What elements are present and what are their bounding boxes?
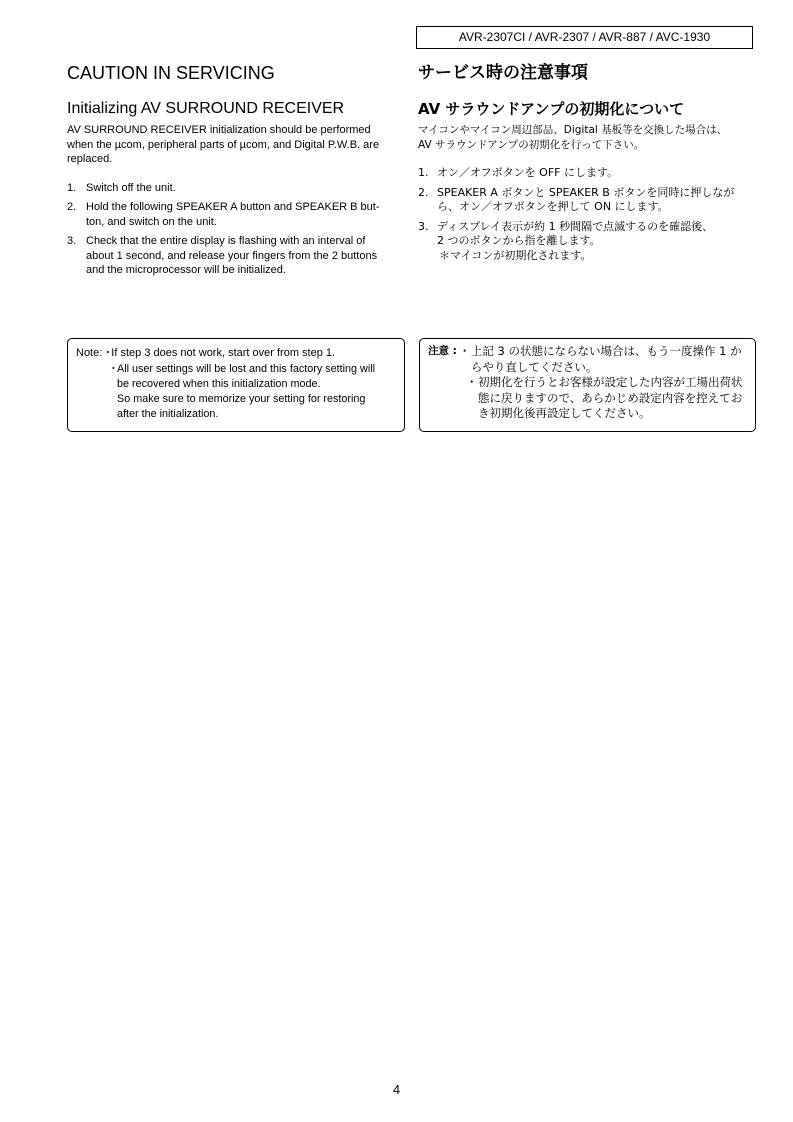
note-text: after the initialization. [117, 408, 219, 420]
english-note-box [67, 338, 405, 432]
note-item [108, 362, 396, 422]
note-text: If step 3 does not work, start over from step 1. [111, 347, 336, 359]
intro-line: when the µcom, peripheral parts of µcom, and Digital P.W.B. are [67, 138, 380, 151]
english-steps [67, 181, 405, 278]
step-text: 2 つのボタンから指を離します。 [437, 234, 601, 247]
intro-line: AV SURROUND RECEIVER initialization should be performed [67, 124, 371, 136]
note-text: らやり直してください。 [470, 359, 598, 374]
note-bullet: ・ [108, 363, 119, 375]
note-items [102, 346, 396, 361]
japanese-note-box [419, 338, 756, 432]
note-bullet: ・ [458, 344, 471, 358]
step-text: ディスプレイ表示が約 1 秒間隔で点滅するのを確認後、 [437, 219, 714, 233]
note-item [459, 344, 747, 375]
intro-line: AV サラウンドアンプの初期化を行って下さい。 [418, 138, 645, 151]
note-text: き初期化後再設定してください。 [478, 406, 651, 420]
page-number: 4 [392, 1082, 401, 1097]
note-text: be recovered when this initialization mode. [117, 378, 321, 390]
intro-line: replaced. [67, 153, 113, 165]
note-item [466, 375, 747, 422]
english-title: CAUTION IN SERVICING [67, 63, 275, 83]
english-intro [67, 123, 405, 167]
step-number: 1. [67, 181, 77, 194]
japanese-subtitle: AV サラウンドアンプの初期化について [418, 100, 685, 118]
note-items [457, 344, 747, 375]
note-label: 注意 : [428, 345, 457, 357]
step-item [418, 166, 756, 181]
english-column [67, 62, 405, 283]
japanese-intro [418, 123, 756, 152]
step-number: 2. [418, 185, 429, 199]
step-number: 3. [418, 219, 429, 233]
note-bullet: ・ [102, 347, 114, 359]
step-item [418, 220, 756, 264]
step-text: ＊マイコンが初期化されます。 [439, 248, 592, 262]
note-item [102, 346, 396, 361]
japanese-steps [418, 166, 756, 263]
japanese-column [418, 62, 756, 268]
step-text: Hold the following SPEAKER A button and SPEAKER B but- [86, 201, 380, 213]
note-bullet: ・ [466, 375, 478, 389]
step-text: Check that the entire display is flashing with an interval of [86, 235, 366, 247]
step-number: 3. [67, 235, 77, 247]
english-subtitle: Initializing AV SURROUND RECEIVER [67, 100, 345, 117]
note-text: 初期化を行うとお客様が設定した内容が工場出荷状 [478, 375, 743, 389]
note-text: 上記 3 の状態にならない場合は、もう一度操作 1 か [470, 344, 742, 358]
step-item [67, 200, 405, 229]
step-text: ら、オン／オフボタンを押して ON にします。 [437, 200, 669, 213]
step-text: about 1 second, and release your fingers from the 2 buttons [86, 249, 378, 262]
step-text: オン／オフボタンを OFF にします。 [437, 166, 619, 179]
step-text: and the microprocessor will be initialized. [86, 264, 286, 276]
note-text: All user settings will be lost and this factory setting will [117, 363, 376, 375]
step-item [67, 181, 405, 196]
step-item [67, 234, 405, 278]
note-text: So make sure to memorize your setting for restoring [117, 393, 366, 405]
note-label: Note: [76, 347, 103, 359]
step-number: 2. [67, 201, 77, 213]
step-text: Switch off the unit. [86, 181, 176, 194]
step-text: ton, and switch on the unit. [86, 215, 217, 228]
japanese-title: サービス時の注意事項 [418, 63, 588, 83]
step-item [418, 186, 756, 215]
step-text: SPEAKER A ボタンと SPEAKER B ボタンを同時に押しなが [437, 185, 735, 199]
note-text: 態に戻りますので、あらかじめ設定内容を控えてお [478, 390, 743, 405]
intro-line: マイコンやマイコン周辺部品、Digital 基板等を交換した場合は、 [418, 124, 728, 136]
step-number: 1. [418, 166, 429, 179]
model-header: AVR-2307CI / AVR-2307 / AVR-887 / AVC-1930 [416, 26, 753, 49]
